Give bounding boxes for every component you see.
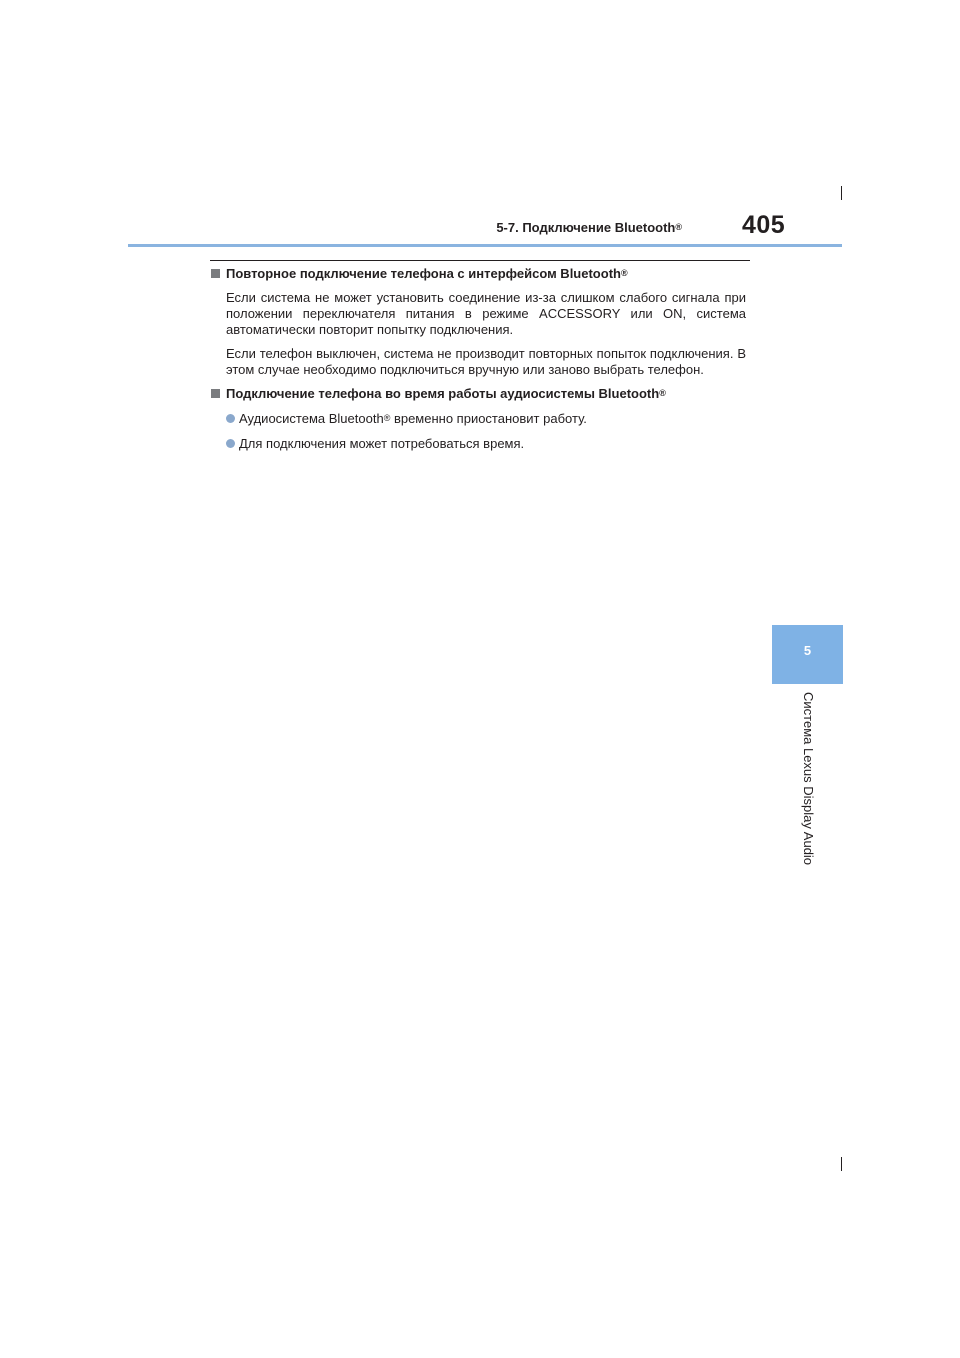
chapter-label: Система Lexus Display Audio bbox=[801, 692, 816, 866]
list-item: Для подключения может потребоваться время. bbox=[226, 436, 746, 452]
registered-mark: ® bbox=[675, 222, 682, 232]
crop-mark-bottom bbox=[841, 1157, 842, 1171]
chapter-tab bbox=[772, 625, 843, 684]
page-number: 405 bbox=[742, 211, 786, 239]
section-heading: Повторное подключение телефона с интерфейсом Bluetooth® bbox=[211, 266, 746, 282]
crop-mark-top bbox=[841, 186, 842, 200]
square-bullet-icon bbox=[211, 389, 220, 398]
square-bullet-icon bbox=[211, 269, 220, 278]
paragraph: Если система не может установить соединение из-за слишком слабого сигнала при положении переключателя питания в режиме ACCESSORY или ON, система автоматически повторит попытку подключения. bbox=[226, 290, 746, 337]
section-reconnect bbox=[211, 266, 746, 378]
circle-bullet-icon bbox=[226, 439, 235, 448]
content-top-rule bbox=[210, 260, 750, 261]
content-body bbox=[211, 266, 746, 452]
paragraph: Если телефон выключен, система не производит повторных попыток подключения. В этом случае необходимо подключиться вручную или заново выбрать телефон. bbox=[226, 346, 746, 377]
section-connect-during-audio bbox=[211, 386, 746, 452]
section-title: 5-7. Подключение Bluetooth® bbox=[496, 220, 682, 235]
section-heading: Подключение телефона во время работы аудиосистемы Bluetooth® bbox=[211, 386, 746, 402]
header-rule bbox=[128, 244, 842, 247]
circle-bullet-icon bbox=[226, 414, 235, 423]
chapter-number: 5 bbox=[803, 643, 812, 658]
list-item: Аудиосистема Bluetooth® временно приостановит работу. bbox=[226, 411, 746, 427]
